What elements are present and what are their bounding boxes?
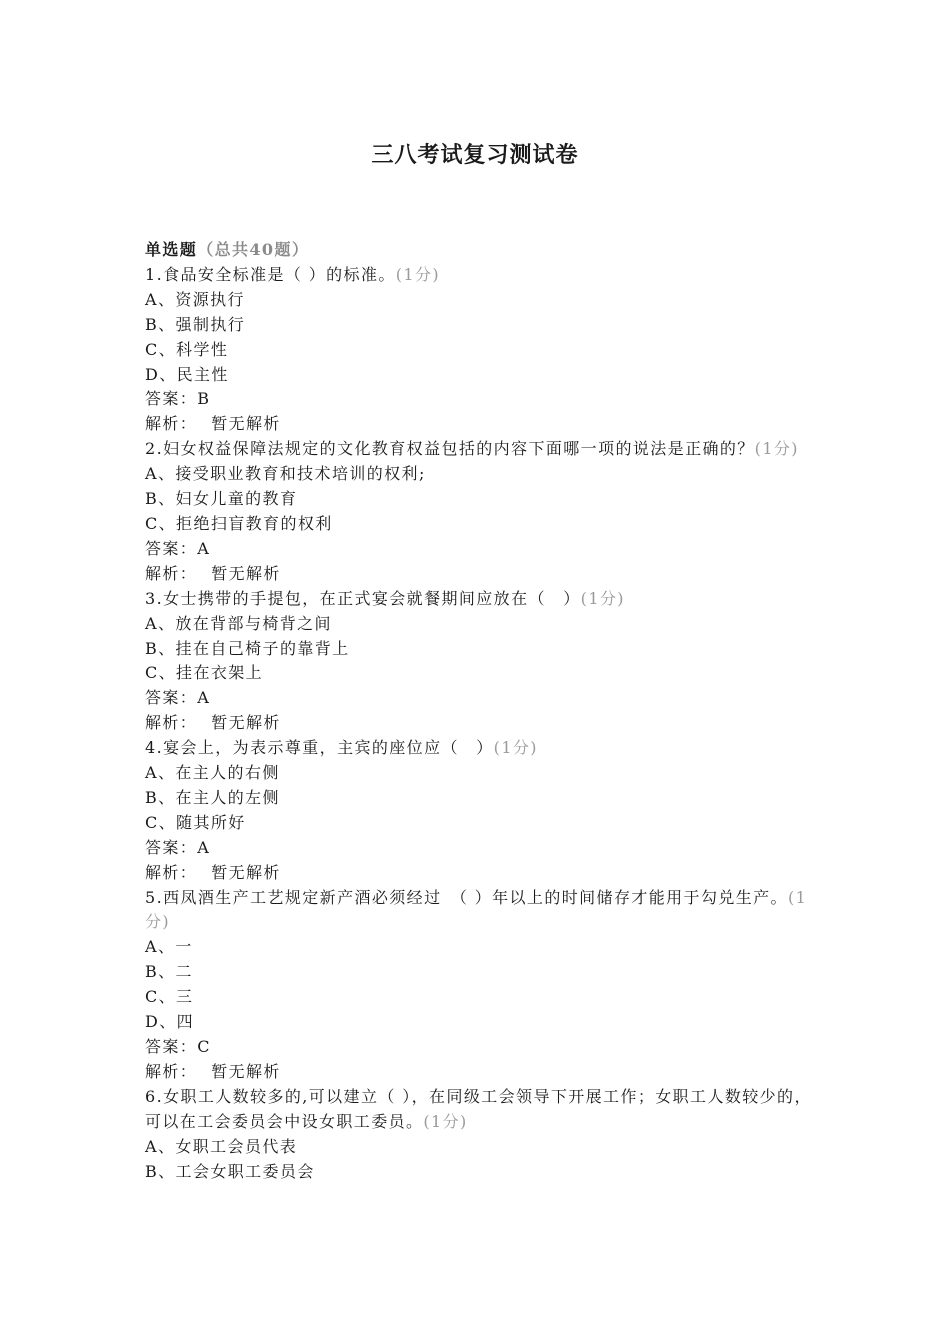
question-option: C、三 xyxy=(145,987,194,1007)
answer-label: 答案： xyxy=(145,1037,198,1056)
question-stem xyxy=(145,1085,813,1135)
question-score: (1分) xyxy=(754,439,799,459)
analysis-line xyxy=(145,412,813,437)
question-stem xyxy=(145,736,813,761)
analysis-line xyxy=(145,861,813,886)
answer-label: 答案： xyxy=(145,538,198,558)
answer-label: 答案： xyxy=(145,688,198,708)
question-option: C、拒绝扫盲教育的权利 xyxy=(145,513,333,533)
question-option: B、在主人的左侧 xyxy=(145,787,280,807)
analysis-value: 暂无解析 xyxy=(211,563,281,583)
question-stem xyxy=(145,437,813,462)
document-body xyxy=(145,238,813,1184)
question-text: 3.女士携带的手提包，在正式宴会就餐期间应放在（ ） xyxy=(145,588,581,608)
question-option: B、挂在自己椅子的靠背上 xyxy=(145,638,350,658)
question-option: A、女职工会员代表 xyxy=(145,1136,298,1156)
answer-value: A xyxy=(197,837,211,857)
question-score: (1分) xyxy=(493,738,538,758)
analysis-label: 解析： xyxy=(145,862,198,882)
question-option: A、放在背部与椅背之间 xyxy=(145,613,332,633)
answer-line xyxy=(145,1035,813,1060)
question-option: A、接受职业教育和技术培训的权利; xyxy=(145,464,426,484)
answer-line xyxy=(145,537,813,562)
analysis-value: 暂无解析 xyxy=(211,862,281,882)
question-text: 1.食品安全标准是（ ）的标准。 xyxy=(145,264,396,284)
analysis-value: 暂无解析 xyxy=(211,1061,281,1081)
question-option: B、工会女职工委员会 xyxy=(145,1161,315,1181)
analysis-label: 解析： xyxy=(145,414,198,434)
analysis-value: 暂无解析 xyxy=(211,414,281,434)
answer-line xyxy=(145,387,813,412)
question-option: C、随其所好 xyxy=(145,812,246,832)
question-text: 2.妇女权益保障法规定的文化教育权益包括的内容下面哪一项的说法是正确的？ xyxy=(145,439,755,459)
answer-value: A xyxy=(197,538,211,558)
answer-value: B xyxy=(197,389,211,409)
answer-label: 答案： xyxy=(145,389,198,409)
question-score: (1分) xyxy=(395,264,441,284)
question-text: 6.女职工人数较多的,可以建立（ ），在同级工会领导下开展工作；女职工人数较少的，可以在工会委员会中设女职工委员。 xyxy=(145,1086,812,1131)
question-stem xyxy=(145,263,813,288)
question-option: C、挂在衣架上 xyxy=(145,663,264,683)
question-stem xyxy=(145,587,813,612)
question-option: B、妇女儿童的教育 xyxy=(145,489,298,509)
answer-value: A xyxy=(197,688,211,708)
question-option: A、资源执行 xyxy=(145,289,245,309)
analysis-label: 解析： xyxy=(145,713,198,733)
section-heading xyxy=(145,238,813,263)
analysis-label: 解析： xyxy=(145,563,198,583)
question-text: 5.西凤酒生产工艺规定新产酒必须经过 （ ）年以上的时间储存才能用于勾兑生产。 xyxy=(145,887,788,907)
question-option: C、科学性 xyxy=(145,339,229,359)
question-option: B、强制执行 xyxy=(145,314,246,334)
question-option: A、在主人的右侧 xyxy=(145,763,280,783)
question-option: D、四 xyxy=(145,1012,195,1032)
question-text: 4.宴会上，为表示尊重，主宾的座位应（ ） xyxy=(145,738,494,758)
analysis-line xyxy=(145,711,813,736)
question-score: (1分) xyxy=(580,588,625,608)
analysis-label: 解析： xyxy=(145,1061,198,1081)
question-stem xyxy=(145,886,813,936)
analysis-line xyxy=(145,1060,813,1085)
analysis-value: 暂无解析 xyxy=(211,713,281,733)
section-title: 单选题 xyxy=(145,240,198,259)
question-option: D、民主性 xyxy=(145,364,229,384)
question-score: (1分) xyxy=(145,887,808,932)
question-option: B、二 xyxy=(145,962,193,982)
question-score: (1分) xyxy=(423,1111,468,1131)
question-option: A、一 xyxy=(145,937,193,957)
answer-value: C xyxy=(197,1037,211,1056)
section-count: （总共40题） xyxy=(197,240,310,259)
answer-line xyxy=(145,836,813,861)
document-title: 三八考试复习测试卷 xyxy=(371,142,579,168)
answer-label: 答案： xyxy=(145,837,198,857)
analysis-line xyxy=(145,562,813,587)
answer-line xyxy=(145,686,813,711)
